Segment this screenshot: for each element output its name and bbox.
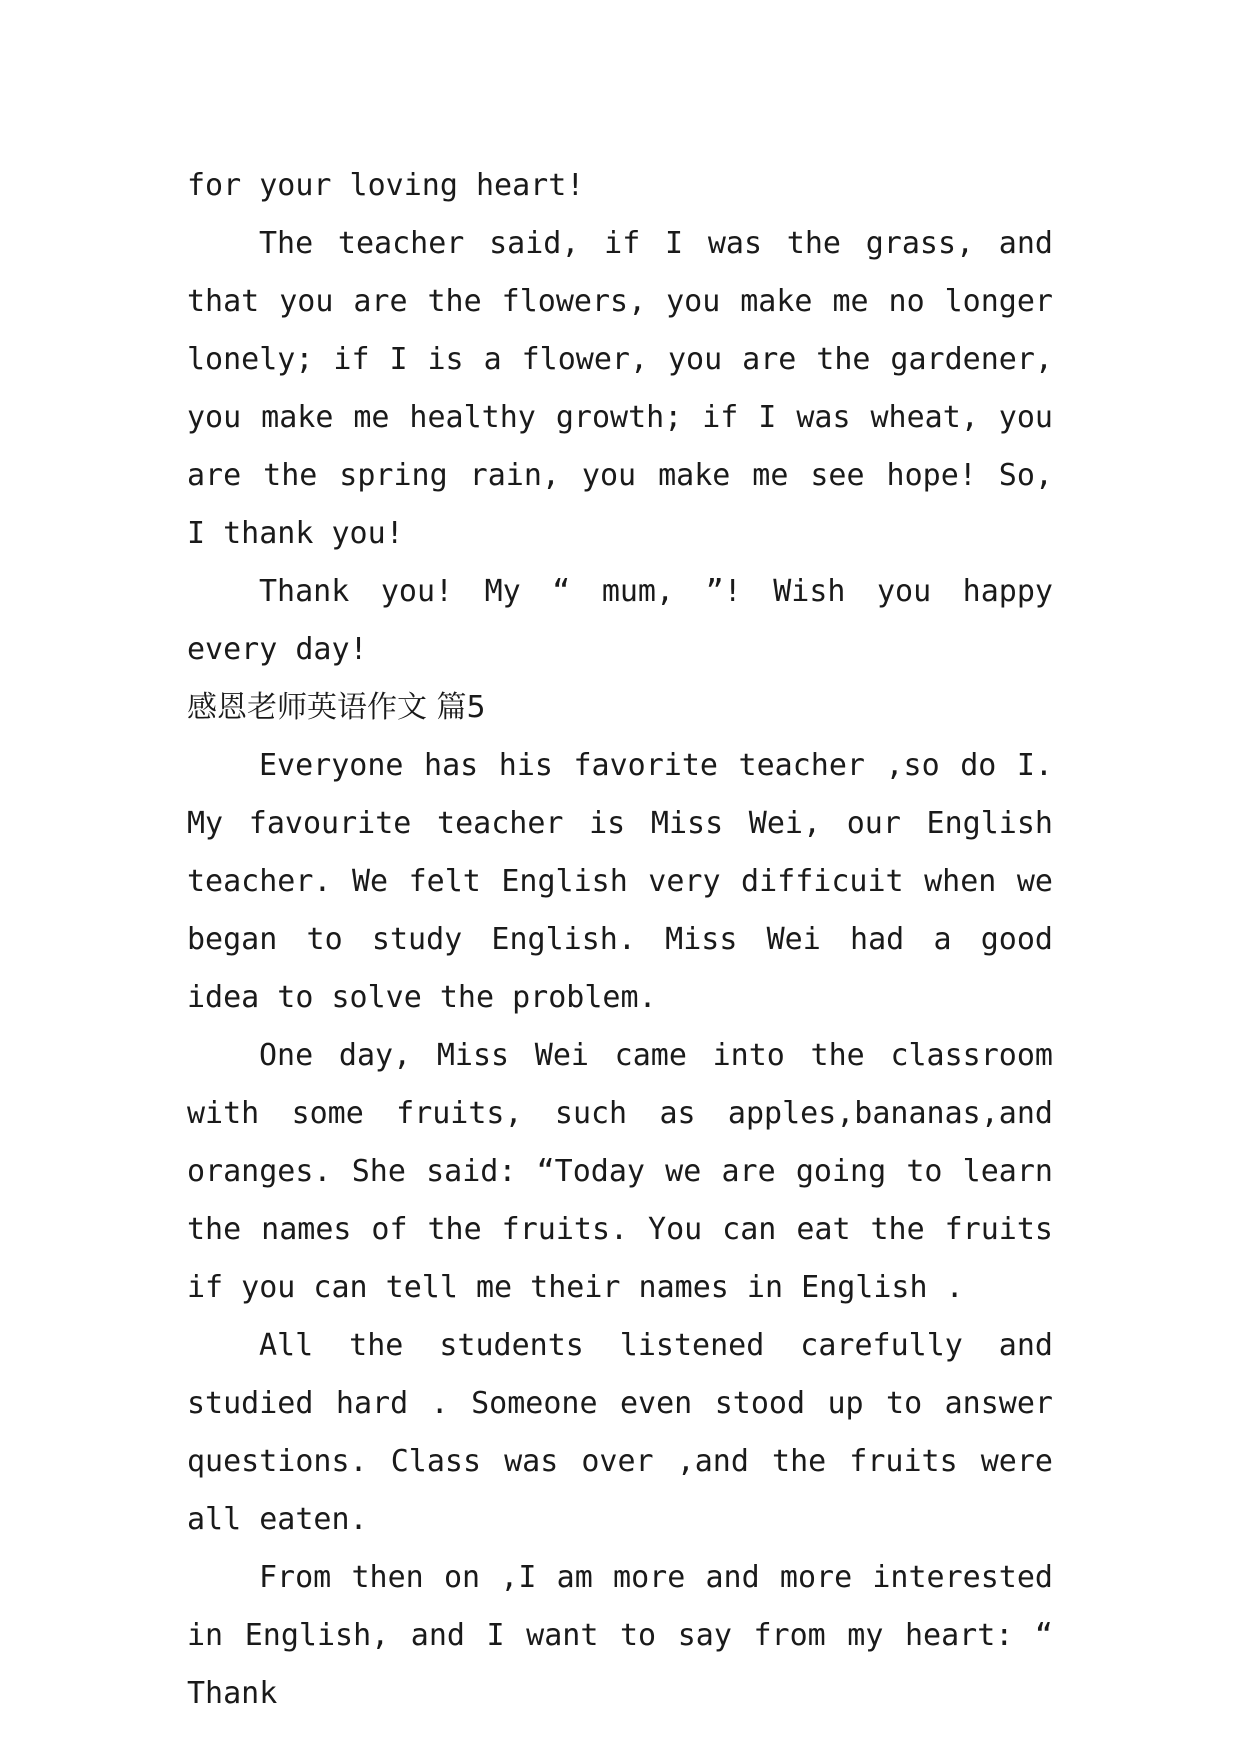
document-body	[187, 157, 1053, 1723]
paragraph-students-listened: All the students listened carefully and studied hard . Someone even stood up to answer questions. Class was over ,and the fruits were all eaten.	[187, 1328, 1053, 1537]
section-heading: 感恩老师英语作文 篇5	[187, 690, 486, 725]
paragraph-interested-english: From then on ,I am more and more interested in English, and I want to say from my heart: “ Thank	[187, 1560, 1053, 1711]
paragraph-continuation: for your loving heart!	[187, 168, 585, 203]
paragraph-fruits-class: One day, Miss Wei came into the classroom with some fruits, such as apples,bananas,and oranges. She said: “Today we are going to learn the names of the fruits. You can eat the fruits if you can tell me their names in English .	[187, 1038, 1053, 1305]
paragraph-grass-flowers: The teacher said, if I was the grass, and that you are the flowers, you make me no longer lonely; if I is a flower, you are the gardener, you make me healthy growth; if I was wheat, you are the spring rain, you make me see hope! So, I thank you!	[187, 226, 1053, 551]
paragraph-favorite-teacher: Everyone has his favorite teacher ,so do I. My favourite teacher is Miss Wei, our English teacher. We felt English very difficuit when we began to study English. Miss Wei had a good idea to solve the problem.	[187, 748, 1053, 1015]
paragraph-thank-you-mum: Thank you! My “ mum, ”! Wish you happy every day!	[187, 574, 1053, 667]
